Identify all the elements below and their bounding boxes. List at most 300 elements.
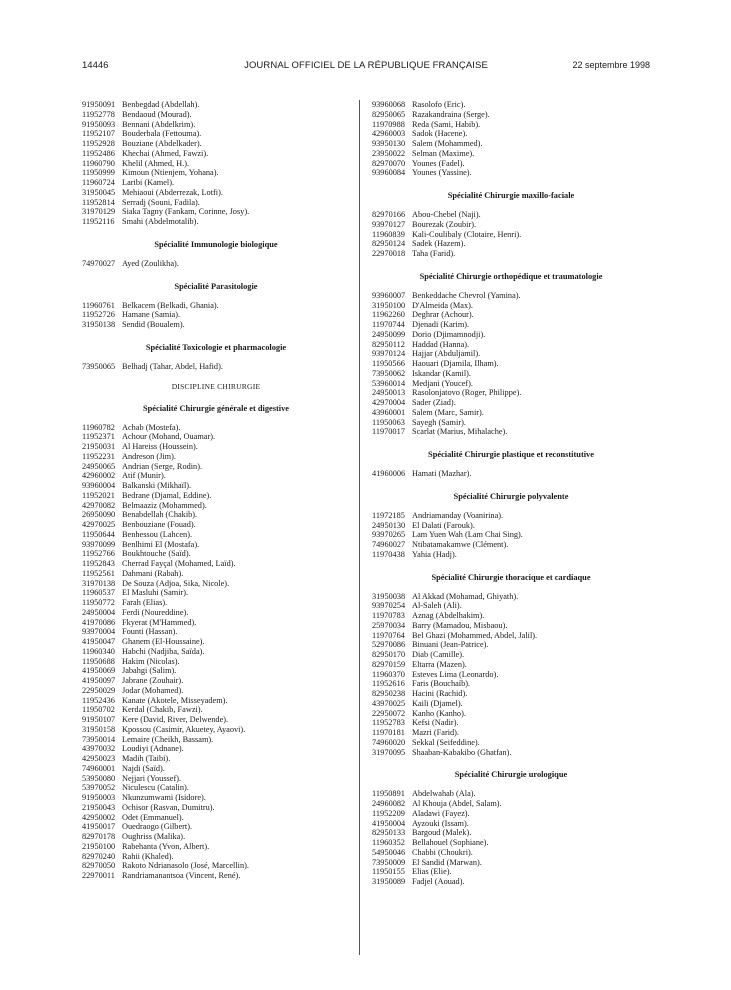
entry-row (82, 861, 350, 871)
entry-row (82, 100, 350, 110)
specialty-heading: Spécialité Toxicologie et pharmacologie (145, 342, 287, 352)
entry-row (372, 230, 650, 240)
entry-name: Bargoud (Malek). (412, 828, 472, 838)
entry-code: 41950004 (372, 818, 406, 828)
entry-name: Madih (Taibi). (122, 754, 171, 763)
entry-row (372, 611, 650, 621)
entry-name: Diab (Camille). (412, 650, 465, 659)
entry-code: 21950100 (82, 841, 116, 851)
entry-row (82, 705, 350, 715)
entry-row (82, 462, 350, 472)
entry-row (372, 239, 650, 249)
entry-row (372, 139, 650, 149)
entry-name: Hacini (Rachid). (412, 689, 468, 698)
entry-code: 53970052 (82, 783, 116, 793)
entry-code: 11960782 (82, 422, 115, 432)
entry-code: 11960724 (82, 178, 115, 187)
entry-code: 91950107 (82, 715, 116, 724)
entry-name: El Dalati (Farouk). (412, 520, 475, 530)
entry-row (372, 168, 650, 178)
entry-code: 93970265 (372, 530, 406, 540)
entry-code: 42950023 (82, 754, 116, 763)
entry-row (372, 349, 650, 359)
entry-name: Sendid (Boualem). (122, 320, 185, 329)
specialty-heading: Spécialité Parasitologie (174, 281, 258, 291)
entry-name: Benabdellah (Chakib). (122, 510, 198, 520)
entry-code: 31970129 (82, 207, 116, 217)
entry-row (372, 601, 650, 611)
entry-code: 11952116 (82, 217, 115, 226)
entry-row (372, 799, 650, 809)
entry-name: Iskandar (Kamil). (412, 368, 471, 378)
entry-code: 11952486 (82, 148, 115, 158)
entry-name: Aladawi (Fayez). (412, 808, 470, 818)
entry-code: 74960027 (372, 540, 406, 549)
entry-name: Salem (Marc, Samir). (412, 407, 484, 417)
entry-name: Najdi (Saïd). (122, 763, 165, 773)
entry-code: 31970138 (82, 578, 116, 588)
entry-code: 11950688 (82, 656, 115, 666)
entry-code: 41950047 (82, 637, 116, 646)
entry-code: 11952766 (82, 549, 115, 559)
entry-code: 74970027 (82, 258, 116, 268)
entry-code: 41950069 (82, 666, 116, 676)
entry-name: Deghrar (Achour). (412, 310, 474, 320)
entry-row (82, 510, 350, 520)
entry-code: 82950124 (372, 239, 406, 249)
entry-row (82, 549, 350, 559)
entry-row (372, 728, 650, 738)
entry-row (372, 340, 650, 350)
entry-name: Siaka Tagny (Fankam, Corinne, Josy). (122, 207, 250, 217)
entry-row (372, 877, 650, 887)
entry-code: 26950090 (82, 510, 116, 520)
entry-row (372, 660, 650, 670)
publication-date: 22 septembre 1998 (572, 60, 650, 70)
entry-name: D'Almeida (Max). (412, 300, 473, 310)
entry-row (82, 637, 350, 647)
entry-row (372, 709, 650, 719)
entry-row (82, 813, 350, 823)
entry-name: Al Hareiss (Houssein). (122, 442, 198, 451)
entry-code: 93970004 (82, 627, 116, 637)
entry-name: Jodar (Mohamed). (122, 685, 184, 695)
entry-name: Kaili (Djamel). (412, 698, 463, 708)
entry-code: 73950014 (82, 734, 116, 744)
entry-row (82, 481, 350, 491)
entry-name: Bedrane (Djamal, Eddine). (122, 490, 212, 500)
entry-row (372, 100, 650, 110)
entry-row (372, 540, 650, 550)
entry-name: Esteves Lima (Leonardo). (412, 669, 499, 679)
entry-name: Abdelwahab (Ala). (412, 789, 476, 799)
entry-name: Nejjari (Youssef). (122, 773, 182, 783)
entry-code: 24950130 (372, 520, 406, 530)
entry-row (82, 754, 350, 764)
entry-code: 11970744 (372, 320, 405, 329)
entry-row (82, 362, 350, 372)
entry-row (82, 579, 350, 589)
entry-row (82, 198, 350, 208)
entry-code: 11950063 (372, 417, 405, 427)
entry-row (82, 696, 350, 706)
entry-row (372, 398, 650, 408)
specialty-heading: Spécialité Chirurgie polyvalente (453, 491, 569, 501)
entry-code: 93950130 (372, 139, 406, 148)
entry-name: Boukhtouche (Saïd). (122, 549, 191, 559)
entry-code: 11950772 (82, 598, 115, 607)
entry-row (372, 521, 650, 531)
entry-row (372, 809, 650, 819)
entry-code: 11952814 (82, 197, 115, 207)
entry-code: 11952371 (82, 432, 115, 442)
entry-code: 24950099 (372, 329, 406, 339)
entry-name: Bourezak (Zoubir). (412, 219, 477, 229)
entry-name: Haddad (Hanna). (412, 339, 470, 349)
entry-code: 23950022 (372, 148, 406, 158)
entry-code: 31950089 (372, 877, 406, 886)
entry-name: Loudiyi (Adnane). (122, 744, 184, 754)
entry-name: Scarlat (Marius, Mihalache). (412, 427, 508, 437)
entry-code: 11952231 (82, 451, 115, 461)
entry-row (82, 452, 350, 462)
entry-row (82, 744, 350, 754)
entry-code: 11970017 (372, 427, 405, 437)
entry-row (82, 301, 350, 311)
entry-name: Haouari (Djamila, Ilham). (412, 359, 499, 368)
entry-name: Sadek (Hazem). (412, 239, 466, 249)
entry-row (372, 699, 650, 709)
entry-name: Jabahgi (Salim). (122, 666, 177, 676)
entry-row (82, 608, 350, 618)
entry-code: 11960761 (82, 300, 115, 310)
entry-name: Kali-Coulibaly (Clotaire, Henri). (412, 229, 522, 239)
entry-code: 11952616 (372, 679, 405, 689)
entry-row (372, 291, 650, 301)
entry-code: 11952843 (82, 559, 115, 568)
entry-name: Kimoun (Ntienjem, Yohana). (122, 168, 219, 178)
page-number: 14446 (82, 60, 109, 71)
entry-name: Benlhimi El (Mostafa). (122, 539, 200, 549)
entry-row (372, 330, 650, 340)
entry-name: Ghanem (El-Houssaine). (122, 637, 205, 646)
entry-row (372, 301, 650, 311)
entry-code: 91950003 (82, 793, 116, 802)
entry-code: 11970988 (372, 119, 405, 129)
entry-name: Binuani (Jean-Patrice). (412, 640, 489, 650)
entry-row (82, 217, 350, 227)
specialty-heading: Spécialité Chirurgie plastique et reconstitutive (428, 450, 594, 459)
entry-name: Serradj (Souni, Fadila). (122, 197, 200, 207)
entry-code: 11972185 (372, 510, 405, 520)
entry-code: 82970240 (82, 851, 116, 861)
entry-row (372, 379, 650, 389)
entry-code: 31950138 (82, 320, 116, 329)
entry-name: Hamane (Samia). (122, 310, 181, 320)
entry-row (372, 129, 650, 139)
entry-code: 93970127 (372, 219, 406, 229)
entry-row (372, 592, 650, 602)
specialty-heading: Spécialité Chirurgie orthopédique et traumatologie (419, 271, 603, 281)
entry-row (82, 491, 350, 501)
entry-code: 11960352 (372, 838, 405, 847)
entry-row (82, 520, 350, 530)
entry-row (372, 848, 650, 858)
entry-row (372, 828, 650, 838)
entry-name: Al-Saleh (Ali). (412, 601, 462, 611)
entry-name: Belkacem (Belkadi, Ghania). (122, 300, 219, 310)
entry-code: 93960068 (372, 100, 406, 109)
entry-name: Taha (Farid). (412, 249, 456, 258)
entry-name: Cherrad Fayçal (Mohamed, Laïd). (122, 559, 236, 568)
entry-code: 91950091 (82, 100, 116, 109)
specialty-heading: Spécialité Chirurgie générale et digestive (142, 403, 290, 413)
entry-name: Bouziane (Abdelkader). (122, 139, 202, 148)
entry-name: Atif (Munir). (122, 471, 166, 481)
entry-name: Randriamanantsoa (Vincent, René). (122, 871, 241, 880)
entry-code: 52970086 (372, 640, 406, 650)
entry-row (372, 838, 650, 848)
entry-row (82, 320, 350, 330)
entry-row (82, 129, 350, 139)
entry-name: Dahmani (Rabah). (122, 568, 184, 578)
entry-name: Founti (Hassan). (122, 627, 178, 637)
entry-name: Ochisor (Rasvan, Dumitru). (122, 802, 215, 812)
entry-name: Selman (Maxime). (412, 148, 475, 158)
entry-code: 11960839 (372, 229, 405, 239)
entry-row (82, 259, 350, 269)
entry-code: 21950043 (82, 802, 116, 812)
entry-row (372, 388, 650, 398)
entry-row (372, 359, 650, 369)
entry-name: Mehiaoui (Abderrezak, Lotfi). (122, 187, 223, 197)
entry-row (372, 631, 650, 641)
entry-name: Aznag (Abdelhakim). (412, 611, 485, 620)
entry-code: 43960001 (372, 407, 406, 417)
entry-code: 11952726 (82, 310, 115, 320)
entry-name: Nkunzumwami (Isidore). (122, 793, 206, 802)
entry-row (82, 149, 350, 159)
specialty-heading: Spécialité Immunologie biologique (154, 239, 278, 249)
entry-code: 93960084 (372, 168, 406, 178)
entry-code: 41950097 (82, 676, 116, 685)
entry-name: Khelil (Ahmed, H.). (122, 158, 190, 168)
entry-code: 43970032 (82, 744, 116, 754)
entry-row (372, 738, 650, 748)
entry-row (82, 501, 350, 511)
entry-row (82, 647, 350, 657)
entry-name: Yahia (Hadj). (412, 549, 457, 559)
entry-code: 82950238 (372, 689, 406, 698)
entry-name: Reda (Sami, Habib). (412, 119, 481, 129)
entry-name: Ayzouki (Issam). (412, 818, 469, 828)
entry-code: 74960001 (82, 763, 116, 773)
entry-code: 42960003 (372, 129, 406, 139)
entry-row (82, 139, 350, 149)
entry-name: Bouderbala (Fettouma). (122, 129, 202, 139)
entry-code: 93960004 (82, 481, 116, 490)
entry-row (372, 469, 650, 479)
entry-row (82, 783, 350, 793)
entry-name: Rakoto Ndrianasolo (José, Marcellin). (122, 861, 249, 871)
entry-row (372, 427, 650, 437)
entry-code: 74960020 (372, 737, 406, 747)
entry-name: Hakim (Nicolas). (122, 656, 180, 666)
entry-row (372, 867, 650, 877)
entry-row (82, 178, 350, 188)
entry-code: 11952783 (372, 718, 405, 728)
entry-code: 11952436 (82, 695, 115, 705)
entry-code: 11960370 (372, 669, 405, 679)
entry-code: 42950002 (82, 812, 116, 822)
entry-name: Andreson (Jim). (122, 451, 176, 461)
entry-row (82, 207, 350, 217)
entry-code: 22970018 (372, 249, 406, 258)
entry-code: 11970438 (372, 549, 405, 559)
entry-code: 21950031 (82, 442, 116, 451)
entry-row (82, 725, 350, 735)
entry-name: Achour (Mohand, Ouamar). (122, 432, 216, 442)
entry-name: Kpossou (Casimir, Akuetey, Ayaovi). (122, 724, 246, 734)
entry-name: Younes (Yassine). (412, 168, 472, 178)
entry-name: Chabbi (Choukri). (412, 847, 473, 857)
entry-row (82, 666, 350, 676)
entry-row (82, 627, 350, 637)
entry-row (82, 842, 350, 852)
entry-code: 22950072 (372, 708, 406, 718)
entry-code: 11950702 (82, 705, 115, 715)
entry-row (82, 793, 350, 803)
entry-name: Rasolofo (Eric). (412, 100, 466, 109)
entry-row (82, 588, 350, 598)
entry-code: 11970181 (372, 728, 405, 737)
entry-name: Rasolonjatovo (Roger, Philippe). (412, 388, 522, 398)
entry-code: 11960537 (82, 588, 115, 598)
entry-row (82, 423, 350, 433)
entry-row (372, 320, 650, 330)
entry-name: Andriamanday (Voanirina). (412, 510, 504, 520)
entry-row (372, 640, 650, 650)
entry-code: 82970178 (82, 832, 116, 841)
specialty-heading: Spécialité Chirurgie thoracique et cardiaque (431, 572, 591, 582)
entry-code: 11950155 (372, 867, 405, 877)
entry-row (372, 249, 650, 259)
entry-name: Benkeddache Chevrol (Yamina). (412, 290, 521, 300)
entry-name: Lam Yuen Wah (Lam Chai Sing). (412, 530, 523, 540)
entry-code: 11952021 (82, 490, 115, 500)
entry-name: El Sandid (Marwan). (412, 857, 482, 867)
entry-row (372, 408, 650, 418)
entry-name: Ferdi (Noureddine). (122, 607, 189, 617)
entry-name: Sader (Ziad). (412, 398, 456, 407)
entry-name: Bel Ghazi (Mohammed, Abdel, Jalil). (412, 630, 538, 640)
entry-row (82, 110, 350, 120)
entry-code: 93960007 (372, 290, 406, 300)
entry-name: Oughriss (Malika). (122, 832, 186, 841)
entry-code: 11970783 (372, 611, 405, 620)
entry-row (82, 774, 350, 784)
entry-row (372, 789, 650, 799)
entry-name: Hajjar (Abduljamil). (412, 349, 481, 359)
entry-code: 82970070 (372, 158, 406, 168)
entry-row (372, 210, 650, 220)
entry-row (82, 471, 350, 481)
entry-row (82, 871, 350, 881)
entry-code: 82970050 (82, 861, 116, 871)
entry-name: Sekkal (Seifeddine). (412, 737, 480, 747)
entry-row (82, 559, 350, 569)
entry-row (372, 110, 650, 120)
entry-row (82, 120, 350, 130)
entry-row (82, 657, 350, 667)
entry-code: 41950017 (82, 822, 116, 832)
entry-row (82, 822, 350, 832)
entry-row (82, 735, 350, 745)
entry-name: Mazri (Farid). (412, 728, 459, 737)
entry-row (82, 540, 350, 550)
entry-name: Niculescu (Catalin). (122, 783, 189, 793)
entry-code: 11952778 (82, 109, 115, 119)
entry-name: Belhadj (Tahar, Abdel, Hafid). (122, 361, 223, 371)
entry-code: 82950065 (372, 109, 406, 119)
entry-code: 31950158 (82, 724, 116, 734)
entry-row (82, 432, 350, 442)
entry-code: 31970095 (372, 747, 406, 757)
entry-code: 11952561 (82, 568, 115, 578)
entry-name: Al Khouja (Abdel, Salam). (412, 799, 502, 808)
entry-code: 22950029 (82, 685, 116, 695)
entry-row (82, 310, 350, 320)
entry-row (372, 530, 650, 540)
entry-row (372, 159, 650, 169)
entry-code: 73950065 (82, 361, 116, 371)
entry-row (372, 689, 650, 699)
entry-name: Ntibatamakamwe (Clément). (412, 540, 509, 549)
entry-name: Smahi (Abdelmotalib). (122, 217, 199, 226)
entry-name: Eltarra (Mazen). (412, 659, 467, 669)
entry-code: 22970011 (82, 871, 115, 880)
entry-name: Belmaaziz (Mohammed). (122, 500, 207, 510)
entry-code: 11960340 (82, 646, 115, 656)
entry-code: 73950009 (372, 857, 406, 867)
entry-code: 82970159 (372, 659, 406, 669)
entry-code: 31950038 (372, 591, 406, 601)
entry-code: 11962260 (372, 310, 405, 320)
entry-name: Rabehanta (Yvon, Albert). (122, 841, 210, 851)
entry-name: Kerdal (Chakib, Fawzi). (122, 705, 203, 715)
entry-code: 11950999 (82, 168, 115, 178)
entry-code: 91950093 (82, 119, 116, 129)
entry-code: 82970166 (372, 210, 406, 219)
entry-name: Bennani (Abdelkrim). (122, 119, 196, 129)
entry-name: Khechai (Ahmed, Fawzi). (122, 148, 209, 158)
entry-code: 42970004 (372, 398, 406, 407)
entry-row (372, 310, 650, 320)
entry-name: Sayegh (Samir). (412, 417, 466, 427)
entry-code: 24950065 (82, 461, 116, 471)
entry-code: 93970254 (372, 601, 406, 611)
entry-name: Hamati (Mazhar). (412, 469, 472, 478)
entry-code: 11952928 (82, 139, 115, 148)
entry-row (82, 676, 350, 686)
entry-row (372, 748, 650, 758)
entry-name: Faris (Bouchaïb). (412, 679, 471, 689)
entry-code: 42970025 (82, 520, 116, 529)
entry-name: Ayed (Zoulikha). (122, 258, 179, 268)
entry-row (82, 618, 350, 628)
entry-code: 24950013 (372, 388, 406, 398)
entry-name: El Masluhi (Samir). (122, 588, 189, 598)
